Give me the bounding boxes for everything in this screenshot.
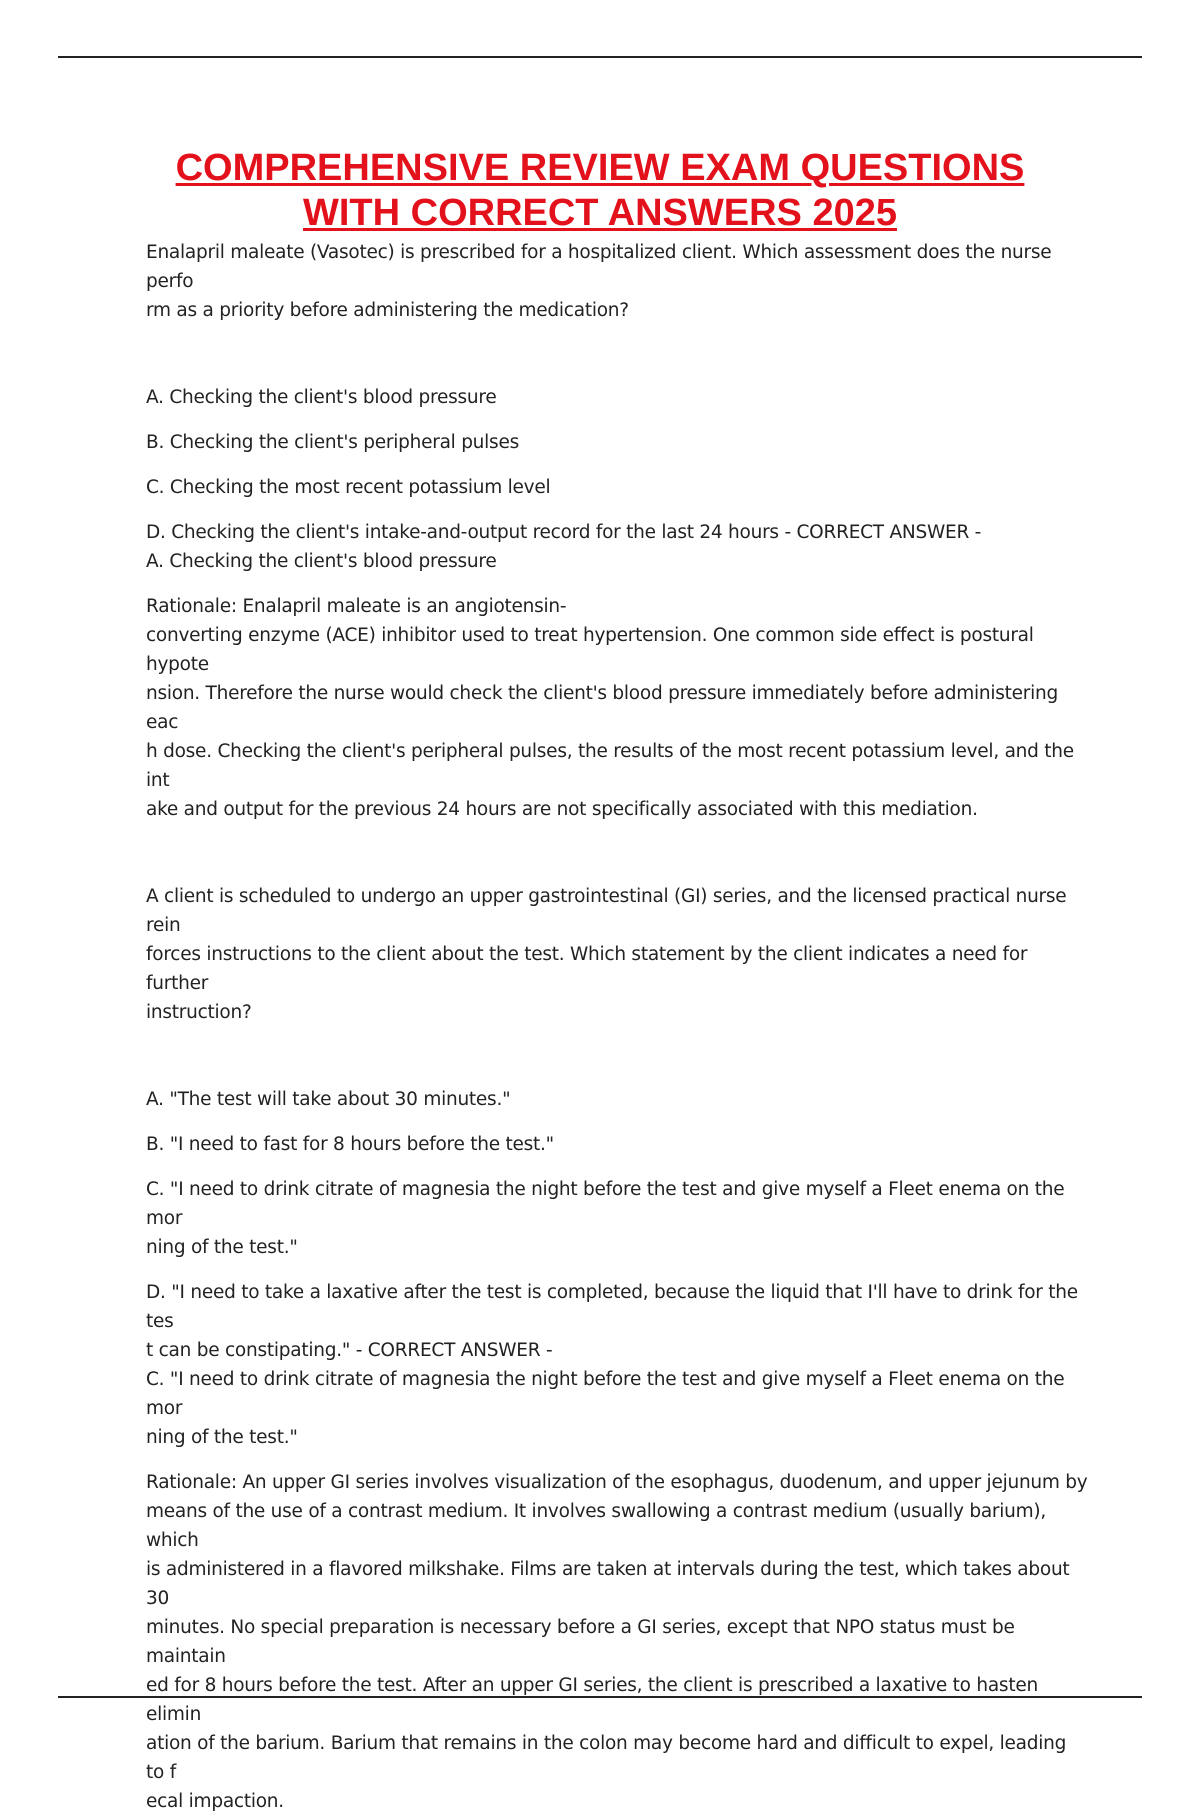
question-1-option-c: C. Checking the most recent potassium level bbox=[146, 477, 551, 498]
question-1-rationale: Rationale: Enalapril maleate is an angiotensin- converting enzyme (ACE) inhibitor used to treat hypertension. One common side effect is postural hypote nsion. Therefore the nurse would check the client's blood pressure immediately before administering eac h dose. Checking the client's peripheral pulses, the results of the most recent potassium level, and the int ake and output for the previous 24 hours are not specifically associated with this mediation. bbox=[146, 596, 1074, 820]
title-line-2: WITH CORRECT ANSWERS 2025 bbox=[303, 192, 897, 234]
question-2-answer-line-1: C. "I need to drink citrate of magnesia the night before the test and give myself a Fleet enema on the mor bbox=[146, 1369, 1065, 1419]
question-2-option-d: D. "I need to take a laxative after the test is completed, because the liquid that I'll have to drink for the tes t can be constipating." - CORRECT ANSWER - C. "I need to drink citrate of magnesia the night before the test and give myself a Fleet enema on the mor ning of the test." bbox=[146, 1278, 1088, 1452]
question-1-option-a: A. Checking the client's blood pressure bbox=[146, 387, 497, 408]
question-2-answer-line-2: ning of the test." bbox=[146, 1427, 298, 1448]
question-2-option-a: A. "The test will take about 30 minutes." bbox=[146, 1089, 511, 1110]
question-2-rationale: Rationale: An upper GI series involves visualization of the esophagus, duodenum, and upper jejunum by means of the use of a contrast medium. It involves swallowing a contrast medium (usually barium), which is administered in a flavored milkshake. Films are taken at intervals during the test, which takes about 30 minutes. No special preparation is necessary before a GI series, except that NPO status must be maintain ed for 8 hours before the test. After an upper GI series, the client is prescribed a laxative to hasten elimin ation of the barium. Barium that remains in the colon may become hard and difficult to expel, leading to f ecal impaction. bbox=[146, 1472, 1088, 1812]
document-body bbox=[146, 238, 1088, 1816]
question-1-text: Enalapril maleate (Vasotec) is prescribed for a hospitalized client. Which assessment does the nurse perfo rm as a priority before administering the medication? bbox=[146, 242, 1052, 321]
question-2-option-c: C. "I need to drink citrate of magnesia the night before the test and give myself a Fleet enema on the mor ning of the test." bbox=[146, 1179, 1065, 1258]
bottom-rule bbox=[58, 1696, 1142, 1698]
question-1-option-b: B. Checking the client's peripheral pulses bbox=[146, 432, 519, 453]
question-2-text: A client is scheduled to undergo an upper gastrointestinal (GI) series, and the licensed practical nurse rein forces instructions to the client about the test. Which statement by the client indicates a need for further instruction? bbox=[146, 886, 1067, 1023]
title-line-1: COMPREHENSIVE REVIEW EXAM QUESTIONS bbox=[175, 147, 1025, 189]
question-2-option-b: B. "I need to fast for 8 hours before the test." bbox=[146, 1134, 554, 1155]
question-1-option-d: D. Checking the client's intake-and-output record for the last 24 hours - CORRECT ANSWER - A. Checking the client's blood pressure bbox=[146, 518, 1088, 576]
document-title bbox=[58, 146, 1142, 236]
question-1-answer: A. Checking the client's blood pressure bbox=[146, 551, 497, 572]
top-rule bbox=[58, 56, 1142, 58]
